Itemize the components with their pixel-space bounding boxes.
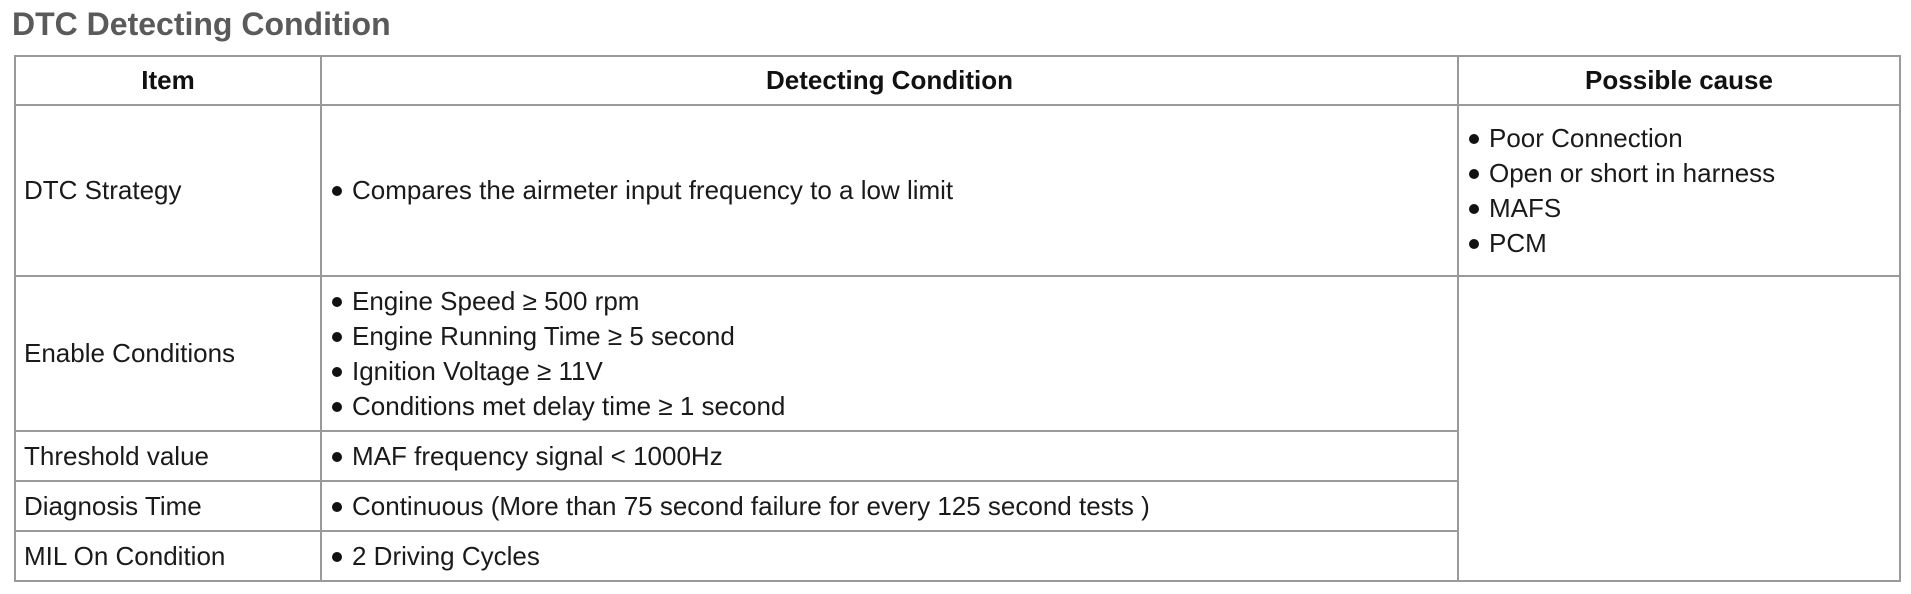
row-conditions — [321, 481, 1458, 531]
bullet-icon — [332, 186, 342, 196]
bullet-icon — [332, 297, 342, 307]
condition-text: Continuous (More than 75 second failure for every 125 second tests ) — [352, 490, 1150, 521]
row-item-label: Threshold value — [15, 431, 321, 481]
cause-item — [1467, 191, 1891, 226]
cause-item — [1467, 156, 1891, 191]
bullet-icon — [332, 552, 342, 562]
cause-item — [1467, 226, 1891, 261]
condition-item — [330, 389, 1449, 424]
bullet-icon — [1469, 204, 1479, 214]
page-title: DTC Detecting Condition — [12, 6, 391, 42]
condition-text: Compares the airmeter input frequency to a low limit — [352, 175, 954, 205]
row-item-label: DTC Strategy — [15, 105, 321, 276]
row-conditions — [321, 105, 1458, 276]
cause-item — [1467, 121, 1891, 156]
bullet-icon — [332, 452, 342, 462]
bullet-icon — [1469, 169, 1479, 179]
row-item-label: MIL On Condition — [15, 531, 321, 581]
header-possible-cause: Possible cause — [1458, 56, 1900, 105]
header-detecting-condition: Detecting Condition — [321, 56, 1458, 105]
condition-text: Engine Speed ≥ 500 rpm — [352, 285, 640, 316]
bullet-icon — [332, 402, 342, 412]
row-conditions — [321, 431, 1458, 481]
header-item: Item — [15, 56, 321, 105]
condition-text: 2 Driving Cycles — [352, 540, 540, 571]
possible-cause-empty-cell — [1458, 276, 1900, 581]
cause-text: PCM — [1489, 227, 1547, 258]
bullet-icon — [332, 332, 342, 342]
condition-item — [330, 319, 1449, 354]
bullet-icon — [1469, 239, 1479, 249]
cause-text: Poor Connection — [1489, 122, 1683, 153]
dtc-condition-table — [14, 55, 1901, 582]
bullet-icon — [332, 367, 342, 377]
row-conditions — [321, 531, 1458, 581]
row-conditions — [321, 276, 1458, 431]
condition-text: Ignition Voltage ≥ 11V — [352, 355, 603, 386]
condition-item — [330, 539, 1449, 574]
condition-text: Conditions met delay time ≥ 1 second — [352, 390, 786, 421]
row-item-label: Diagnosis Time — [15, 481, 321, 531]
condition-text: Engine Running Time ≥ 5 second — [352, 320, 735, 351]
condition-item — [330, 284, 1449, 319]
condition-item — [330, 489, 1449, 524]
row-item-label: Enable Conditions — [15, 276, 321, 431]
cause-text: MAFS — [1489, 192, 1562, 223]
table-row — [15, 105, 1900, 276]
bullet-icon — [1469, 134, 1479, 144]
possible-cause-cell — [1458, 105, 1900, 276]
table-row — [15, 276, 1900, 431]
condition-item — [330, 439, 1449, 474]
bullet-icon — [332, 502, 342, 512]
cause-text: Open or short in harness — [1489, 157, 1776, 188]
table-header-row — [15, 56, 1900, 105]
condition-text: MAF frequency signal < 1000Hz — [352, 440, 723, 471]
condition-item — [330, 173, 1449, 208]
condition-item — [330, 354, 1449, 389]
